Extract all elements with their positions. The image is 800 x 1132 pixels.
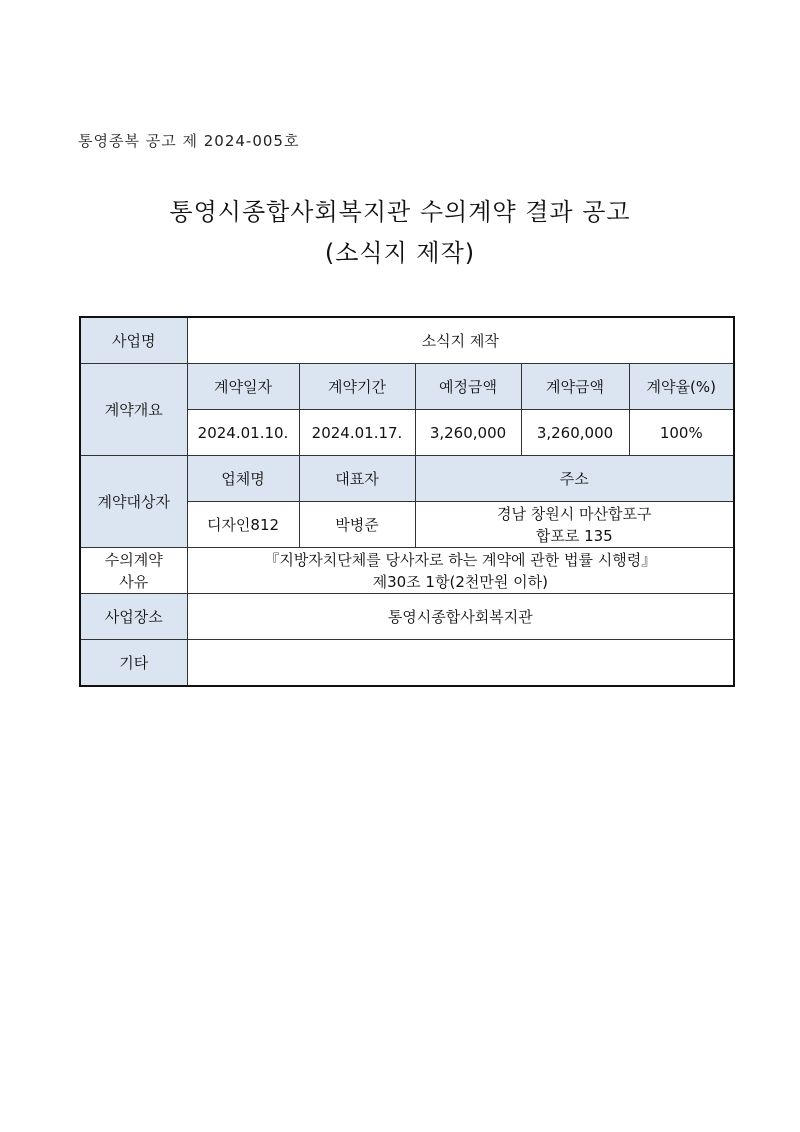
table-row [80,456,734,502]
estimated-amount-header: 예정금액 [415,364,521,410]
etc-value [187,640,734,687]
project-name-value: 소식지 제작 [187,317,734,364]
overview-label: 계약개요 [80,364,187,456]
company-header: 업체명 [187,456,299,502]
etc-label: 기타 [80,640,187,687]
reason-line-2: 제30조 1항(2천만원 이하) [372,572,548,591]
location-value: 통영시종합사회복지관 [187,594,734,640]
contract-period-value: 2024.01.17. [299,410,415,456]
reason-value [187,548,734,594]
contract-rate-header: 계약율(%) [629,364,734,410]
table-row [80,640,734,687]
party-label: 계약대상자 [80,456,187,548]
reason-line-1: 『지방자치단체를 당사자로 하는 계약에 관한 법률 시행령』 [264,550,657,569]
address-line-1: 경남 창원시 마산합포구 [497,504,652,523]
table-row [80,364,734,410]
location-label: 사업장소 [80,594,187,640]
notice-number: 통영종복 공고 제 2024-005호 [78,132,300,150]
reason-label-line-1: 수의계약 [104,550,163,569]
table-row [80,594,734,640]
table-row [80,317,734,364]
address-line-2: 합포로 135 [535,526,613,545]
estimated-amount-value: 3,260,000 [415,410,521,456]
representative-header: 대표자 [299,456,415,502]
representative-value: 박병준 [299,502,415,548]
project-name-label: 사업명 [80,317,187,364]
address-header: 주소 [415,456,734,502]
contract-rate-value: 100% [629,410,734,456]
contract-date-header: 계약일자 [187,364,299,410]
document-title: 통영시종합사회복지관 수의계약 결과 공고 [169,198,631,226]
contract-amount-value: 3,260,000 [521,410,629,456]
contract-date-value: 2024.01.10. [187,410,299,456]
reason-label-line-2: 사유 [119,572,149,591]
table-row [80,548,734,594]
contract-result-table [79,316,735,687]
document-subtitle: (소식지 제작) [324,239,476,267]
address-value [415,502,734,548]
company-value: 디자인812 [187,502,299,548]
reason-label [80,548,187,594]
contract-amount-header: 계약금액 [521,364,629,410]
contract-period-header: 계약기간 [299,364,415,410]
